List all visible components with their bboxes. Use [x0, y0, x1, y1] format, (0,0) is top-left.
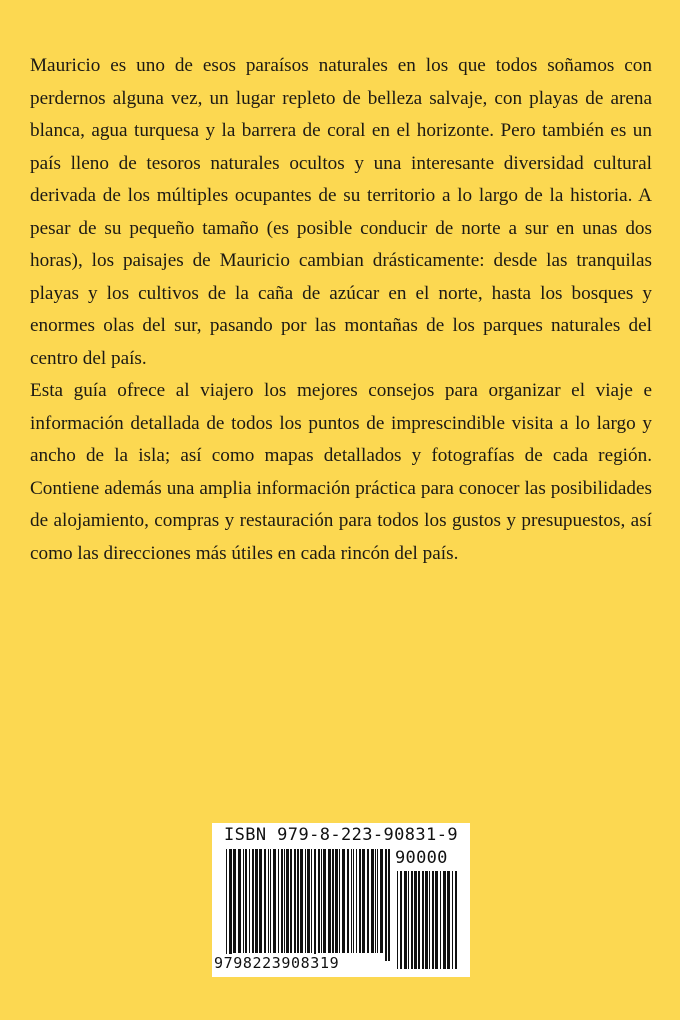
barcode-bar: [259, 849, 262, 953]
barcode-bar: [377, 849, 378, 953]
barcode-bar: [255, 849, 258, 953]
barcode-bar: [335, 849, 338, 953]
barcode-bar: [362, 849, 365, 953]
barcode-bar: [323, 849, 326, 953]
barcode-bar: [297, 849, 299, 953]
barcode-bar: [339, 849, 340, 953]
barcode-bar: [432, 871, 434, 969]
barcode-bar: [425, 871, 428, 969]
barcode-bar: [268, 849, 269, 953]
ean-digits: [212, 954, 397, 972]
barcode-bar: [353, 849, 354, 953]
blurb-paragraph-1: Mauricio es uno de esos paraísos naturales en los que todos soñamos con perdernos alguna vez, un lugar repleto de belleza salvaje, con playas de arena blanca, agua turquesa y la barrera de coral en el horizonte. Pero también es un país lleno de tesoros naturales ocultos y una interesante diversidad cultural derivada de los múltiples ocupantes de su territorio a lo largo de la historia. A pesar de su pequeño tamaño (es posible conducir de norte a sur en unas dos horas), los paisajes de Mauricio cambian drásticamente: desde las tranquilas playas y los cultivos de la caña de azúcar en el norte, hasta los bosques y enormes olas del sur, pasando por las montañas de los parques naturales del centro del país.: [30, 55, 652, 369]
barcode-bar: [233, 849, 236, 953]
barcode-bar: [388, 849, 390, 961]
barcode-bar: [226, 849, 227, 961]
barcode-bar: [397, 871, 398, 969]
addon-code: 90000: [395, 848, 448, 868]
barcode-bar: [243, 849, 244, 953]
barcode-bar: [367, 849, 369, 953]
barcode-bar: [351, 849, 352, 953]
barcode-bar: [371, 849, 374, 953]
barcode-bar: [264, 849, 266, 953]
barcode-bar: [443, 871, 446, 969]
barcode-bar: [311, 849, 312, 953]
barcode-bar: [245, 849, 247, 953]
barcode-bar: [318, 849, 320, 953]
barcode-bar: [414, 871, 417, 969]
barcode-bar: [404, 871, 407, 969]
barcode-bar: [307, 849, 310, 953]
barcode-bar: [270, 849, 271, 953]
barcode-bar: [290, 849, 292, 953]
barcode-bar: [356, 849, 357, 953]
blurb-paragraph-2: Esta guía ofrece al viajero los mejores consejos para organizar el viaje e información detallada de todos los puntos de imprescindible visita a lo largo y ancho de la isla; así como mapas detallados y fotografías de cada región. Contiene además una amplia información práctica para conocer las posibilidades de alojamiento, compras y restauración para todos los gustos y presupuestos, así como las direcciones más útiles en cada rincón del país.: [30, 380, 652, 564]
barcode-bar: [281, 849, 283, 953]
barcode-bar: [229, 849, 232, 961]
barcode-bar: [284, 849, 285, 953]
barcode-bar: [342, 849, 345, 953]
barcode-bar: [286, 849, 289, 953]
barcode-bar: [385, 849, 387, 961]
barcode-bar: [328, 849, 331, 953]
barcode-bar: [452, 871, 453, 969]
isbn-label: ISBN 979-8-223-90831-9: [224, 825, 458, 845]
barcode-bar: [411, 871, 413, 969]
barcode-bar: [375, 849, 376, 953]
barcode-bar: [440, 871, 441, 969]
barcode-bar: [447, 871, 450, 969]
barcode-bar: [321, 849, 322, 953]
barcode-bar: [300, 849, 303, 953]
barcode-bar: [314, 849, 316, 961]
barcode-bar: [347, 849, 349, 953]
barcode-bar: [294, 849, 296, 953]
barcode-bar: [305, 849, 306, 953]
barcode-bar: [435, 871, 438, 969]
isbn-barcode: [212, 823, 470, 977]
barcode-bar: [273, 849, 276, 953]
barcode-bar: [252, 849, 254, 953]
ean-barcode-bars: [224, 849, 392, 961]
barcode-bar: [429, 871, 430, 969]
addon-barcode-bars: [395, 871, 461, 969]
barcode-bar: [400, 871, 402, 969]
barcode-bar: [408, 871, 409, 969]
barcode-bar: [455, 871, 457, 969]
barcode-bar: [380, 849, 383, 953]
barcode-bar: [359, 849, 361, 953]
barcode-bar: [249, 849, 250, 953]
back-cover-blurb: [30, 50, 652, 570]
barcode-bar: [332, 849, 334, 953]
barcode-bar: [422, 871, 424, 969]
ean-digits-text: 9798223908319: [214, 954, 340, 972]
barcode-bar: [278, 849, 279, 953]
barcode-bar: [238, 849, 241, 953]
barcode-bar: [418, 871, 420, 969]
